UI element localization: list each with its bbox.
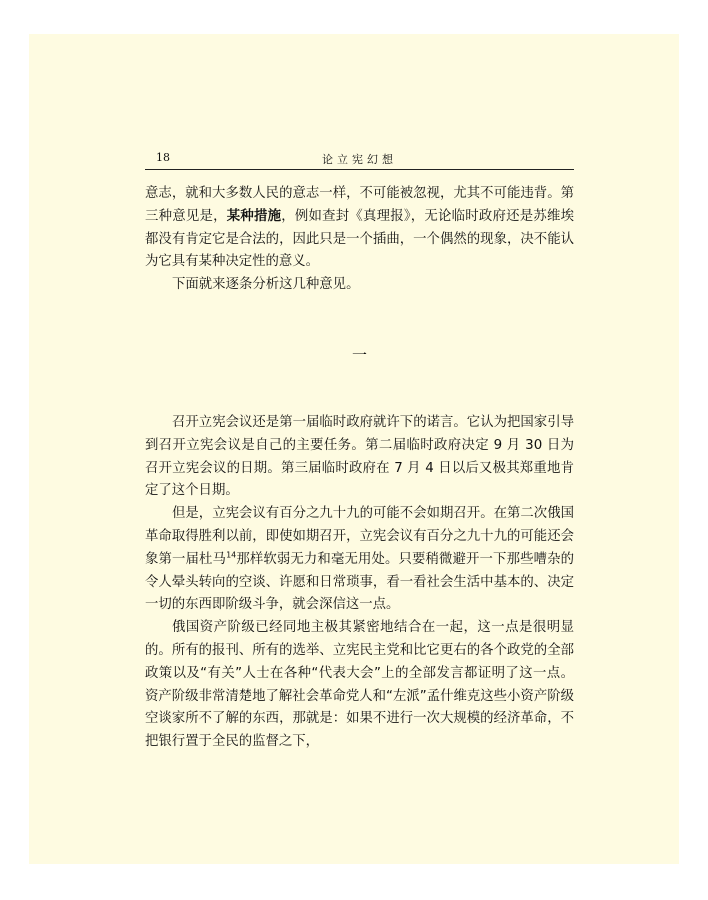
paragraph — [145, 183, 574, 274]
paragraph: 俄国资产阶级已经同地主极其紧密地结合在一起，这一点是很明显的。所有的报刊、所有的选举、立宪民主党和比它更右的各个政党的全部政策以及“有关”人士在各种“代表大会”上的全部发言都证明了这一点。资产阶级非常清楚地了解社会革命党人和“左派”孟什维克这些小资产阶级空谈家所不了解的东西，那就是：如果不进行一次大规模的经济革命，不把银行置于全民的监督之下， — [145, 620, 574, 750]
paragraph-text: 意志，就和大多数人民的意志一样，不可能被忽视，尤其不可能违背。第三种意见是， — [145, 186, 574, 224]
paragraph-text: 但是，立宪会议有百分之九十九的可能不会如期召开。在第二次俄国革命取得胜利以前，即使如期召开，立宪会议有百分之九十九的可能还会象第一届杜马 — [145, 506, 574, 567]
paragraph: 召开立宪会议还是第一届临时政府就许下的诺言。它认为把国家引导到召开立宪会议是自己的主要任务。第二届临时政府决定 9 月 30 日为召开立宪会议的日期。第三届临时政府在 7 月 4 日以后又极其郑重地肯定了这个日期。 — [145, 414, 574, 499]
body-text — [145, 183, 574, 754]
page-number: 18 — [156, 151, 170, 164]
page-header — [145, 149, 574, 170]
footnote-marker: 14 — [226, 550, 237, 560]
paragraph — [145, 503, 574, 617]
paragraph: 下面就来逐条分析这几种意见。 — [172, 277, 360, 293]
paragraph-text: 那样软弱无力和毫无用处。只要稍微避开一下那些嘈杂的令人晕头转向的空谈、许愿和日常琐事，看一看社会生活中基本的、决定一切的东西即阶级斗争，就会深信这一点。 — [145, 551, 575, 613]
emphasized-text: 某种措施 — [226, 208, 282, 224]
running-title: 论立宪幻想 — [322, 153, 397, 166]
paragraph-text: ，例如查封《真理报》，无论临时政府还是苏维埃都没有肯定它是合法的，因此只是一个插曲，一个偶然的现象，决不能认为它具有某种决定性的意义。 — [145, 208, 574, 270]
section-number: 一 — [351, 345, 367, 364]
